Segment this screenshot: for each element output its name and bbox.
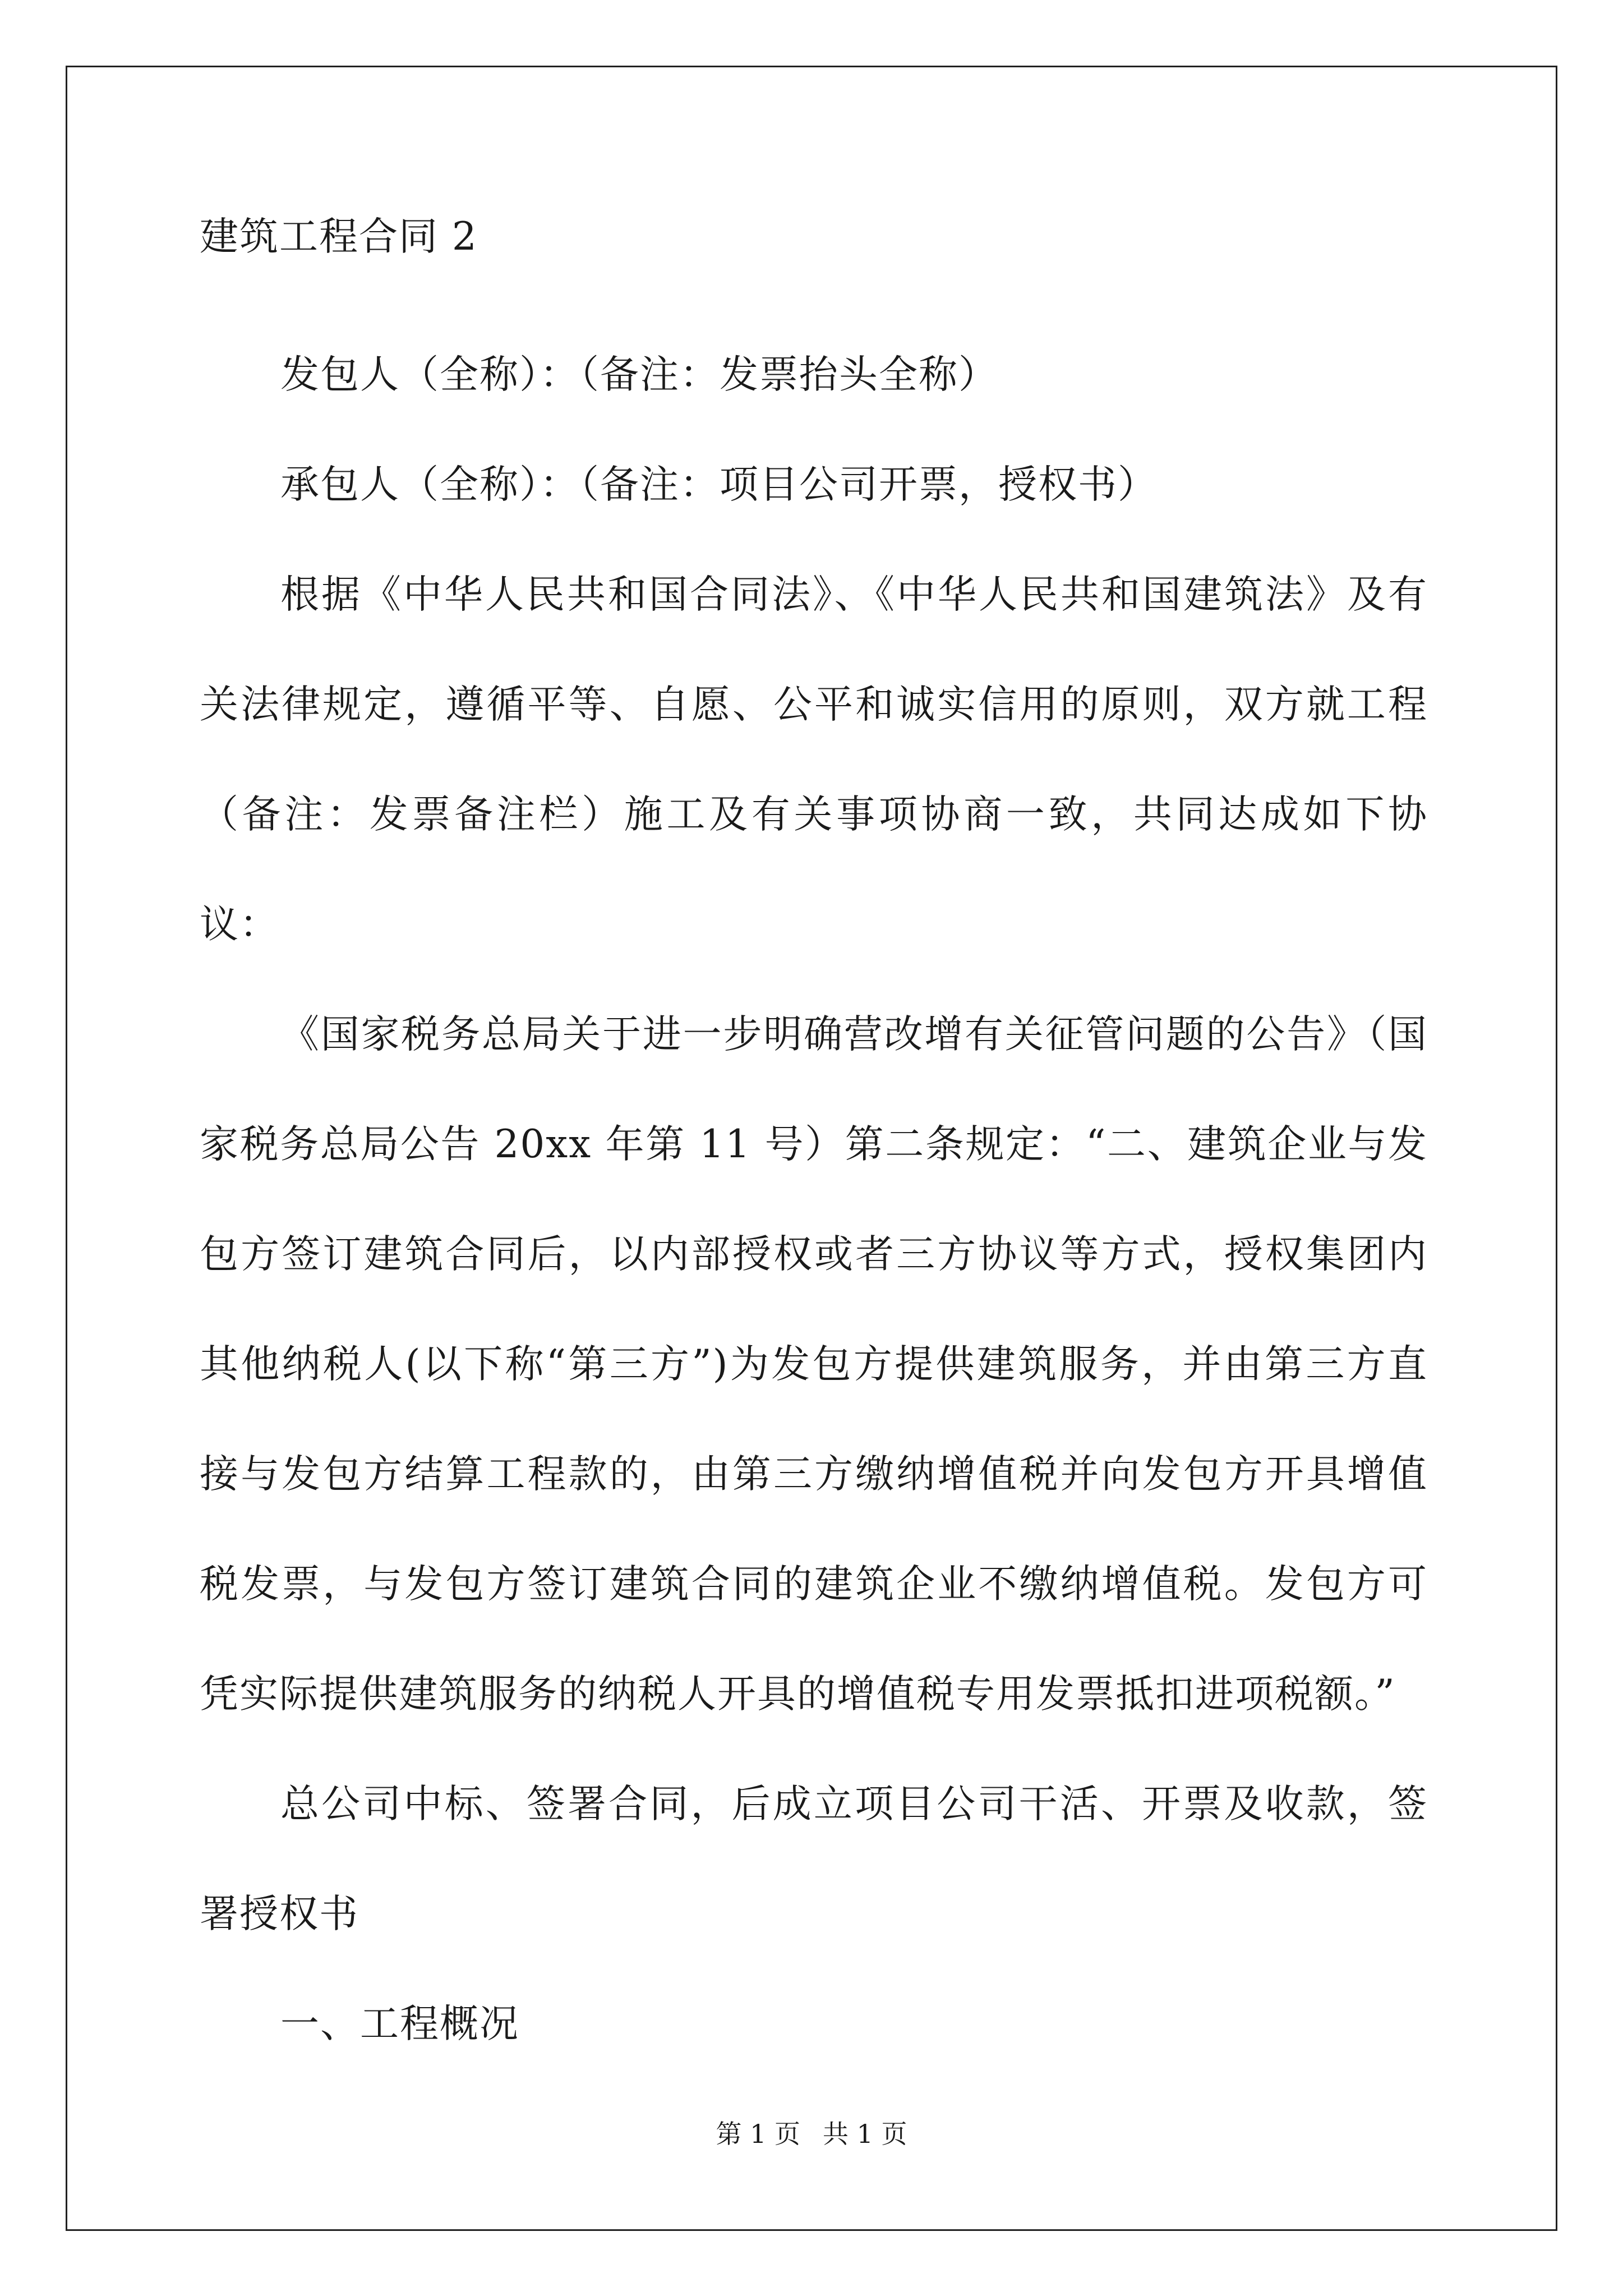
paragraph-employer: 发包人（全称）：（备注：发票抬头全称） bbox=[280, 352, 998, 397]
section-heading-project-overview: 一、工程概况 bbox=[280, 2001, 519, 2046]
paragraph-contractor: 承包人（全称）：（备注：项目公司开票，授权书） bbox=[280, 462, 1158, 507]
paragraph-basis: 根据《中华人民共和国合同法》、《中华人民共和国建筑法》及有关法律规定，遵循平等、自愿、公平和诚实信用的原则，双方就工程（备注：发票备注栏）施工及有关事项协商一致，共同达成如下协议： bbox=[200, 572, 1428, 947]
page-number-current: 第 1 页 bbox=[716, 2119, 800, 2149]
page-number-total: 共 1 页 bbox=[823, 2119, 907, 2149]
paragraph-head-office-note: 总公司中标、签署合同，后成立项目公司干活、开票及收款，签署授权书 bbox=[200, 1782, 1428, 1936]
paragraph-tax-announcement: 《国家税务总局关于进一步明确营改增有关征管问题的公告》（国家税务总局公告 20xx 年第 11 号）第二条规定：“二、建筑企业与发包方签订建筑合同后，以内部授权或者三方协议等方式，授权集团内其他纳税人(以下称“第三方”)为发包方提供建筑服务，并由第三方直接与发包方结算工程款的，由第三方缴纳增值税并向发包方开具增值税发票，与发包方签订建筑合同的建筑企业不缴纳增值税。发包方可凭实际提供建筑服务的纳税人开具的增值税专用发票抵扣进项税额。” bbox=[200, 1012, 1428, 1717]
document-title: 建筑工程合同 2 bbox=[200, 214, 478, 259]
page-footer bbox=[0, 2117, 1623, 2151]
document-body bbox=[200, 208, 1428, 2079]
